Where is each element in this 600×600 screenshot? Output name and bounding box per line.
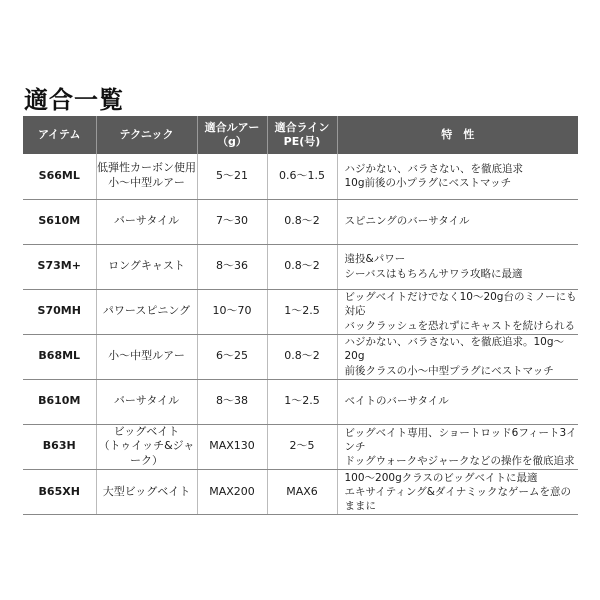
header-item: アイテム <box>23 116 96 154</box>
compatibility-table <box>23 116 578 515</box>
technique-line: 小〜中型ルアー <box>108 349 185 363</box>
technique-line: 大型ビッグベイト <box>102 484 191 498</box>
table-row <box>23 334 578 379</box>
lure-cell: MAX130 <box>197 424 267 470</box>
item-cell: S73M+ <box>23 244 96 289</box>
line-cell: 0.8〜2 <box>267 199 337 244</box>
technique-line: バーサタイル <box>113 394 180 408</box>
item-cell: S610M <box>23 199 96 244</box>
feature-line: バックラッシュを恐れずにキャストを続けられる <box>344 319 576 332</box>
header-line-line2: PE(号) <box>283 135 321 148</box>
technique-line: 低弾性カーボン使用 <box>97 161 196 175</box>
table-header-row <box>23 116 578 154</box>
lure-cell: 8〜38 <box>197 379 267 424</box>
header-lure-line2: （g） <box>217 135 247 148</box>
lure-cell: 5〜21 <box>197 154 267 199</box>
feature-line: スピニングのバーサタイル <box>344 215 470 228</box>
lure-cell: MAX200 <box>197 470 267 515</box>
header-feature: 特 性 <box>337 116 578 154</box>
feature-cell <box>337 470 578 515</box>
header-line <box>267 116 337 154</box>
technique-cell <box>96 199 197 244</box>
technique-line: パワースピニング <box>102 304 191 318</box>
technique-cell <box>96 424 197 470</box>
technique-line: ロングキャスト <box>108 259 185 273</box>
technique-line: 小〜中型ルアー <box>108 176 185 190</box>
item-cell: B610M <box>23 379 96 424</box>
feature-line: ドッグウォークやジャークなどの操作を徹底追求 <box>344 454 575 467</box>
table-row <box>23 470 578 515</box>
technique-cell <box>96 470 197 515</box>
feature-cell <box>337 289 578 334</box>
feature-line: 100〜200gクラスのビッグベイトに最適 <box>344 471 538 484</box>
line-cell: MAX6 <box>267 470 337 515</box>
header-line-line1: 適合ライン <box>274 120 330 134</box>
technique-line: バーサタイル <box>113 214 180 228</box>
page-title: 適合一覧 <box>24 86 124 114</box>
technique-cell <box>96 244 197 289</box>
feature-line: エキサイティング&ダイナミックなゲームを意のままに <box>344 485 571 513</box>
header-lure-line1: 適合ルアー <box>204 120 260 134</box>
table-row <box>23 154 578 199</box>
lure-cell: 10〜70 <box>197 289 267 334</box>
item-cell: S66ML <box>23 154 96 199</box>
feature-line: ベイトのバーサタイル <box>344 395 449 408</box>
table-row <box>23 199 578 244</box>
technique-cell <box>96 154 197 199</box>
feature-line: ハジかない、バラさない、を徹底追求 <box>344 163 523 176</box>
feature-cell <box>337 334 578 379</box>
technique-line: ビッグベイト <box>113 424 180 438</box>
item-cell: S70MH <box>23 289 96 334</box>
feature-line: ビッグベイトだけでなく10〜20g台のミノーにも対応 <box>344 291 577 318</box>
lure-cell: 7〜30 <box>197 199 267 244</box>
feature-cell <box>337 154 578 199</box>
header-technique: テクニック <box>96 116 197 154</box>
line-cell: 0.8〜2 <box>267 244 337 289</box>
feature-cell <box>337 199 578 244</box>
technique-cell <box>96 289 197 334</box>
line-cell: 1〜2.5 <box>267 379 337 424</box>
line-cell: 1〜2.5 <box>267 289 337 334</box>
table-row <box>23 424 578 470</box>
feature-line: ハジかない、バラさない、を徹底追求。10g〜20g <box>344 336 565 363</box>
item-cell: B63H <box>23 424 96 470</box>
item-cell: B68ML <box>23 334 96 379</box>
line-cell: 0.8〜2 <box>267 334 337 379</box>
feature-cell <box>337 379 578 424</box>
table-row <box>23 244 578 289</box>
feature-line: シーバスはもちろんサワラ攻略に最適 <box>344 267 523 280</box>
item-cell: B65XH <box>23 470 96 515</box>
technique-line: （トゥイッチ&ジャーク） <box>98 439 195 468</box>
lure-cell: 8〜36 <box>197 244 267 289</box>
feature-cell <box>337 244 578 289</box>
feature-line: 10g前後の小プラグにベストマッチ <box>344 177 512 190</box>
line-cell: 0.6〜1.5 <box>267 154 337 199</box>
feature-line: 遠投&パワー <box>344 253 406 266</box>
table-row <box>23 379 578 424</box>
technique-cell <box>96 379 197 424</box>
header-lure <box>197 116 267 154</box>
line-cell: 2〜5 <box>267 424 337 470</box>
feature-cell <box>337 424 578 470</box>
feature-line: ビッグベイト専用、ショートロッド6フィート3インチ <box>344 426 577 453</box>
table-row <box>23 289 578 334</box>
feature-line: 前後クラスの小〜中型プラグにベストマッチ <box>344 364 554 377</box>
lure-cell: 6〜25 <box>197 334 267 379</box>
technique-cell <box>96 334 197 379</box>
